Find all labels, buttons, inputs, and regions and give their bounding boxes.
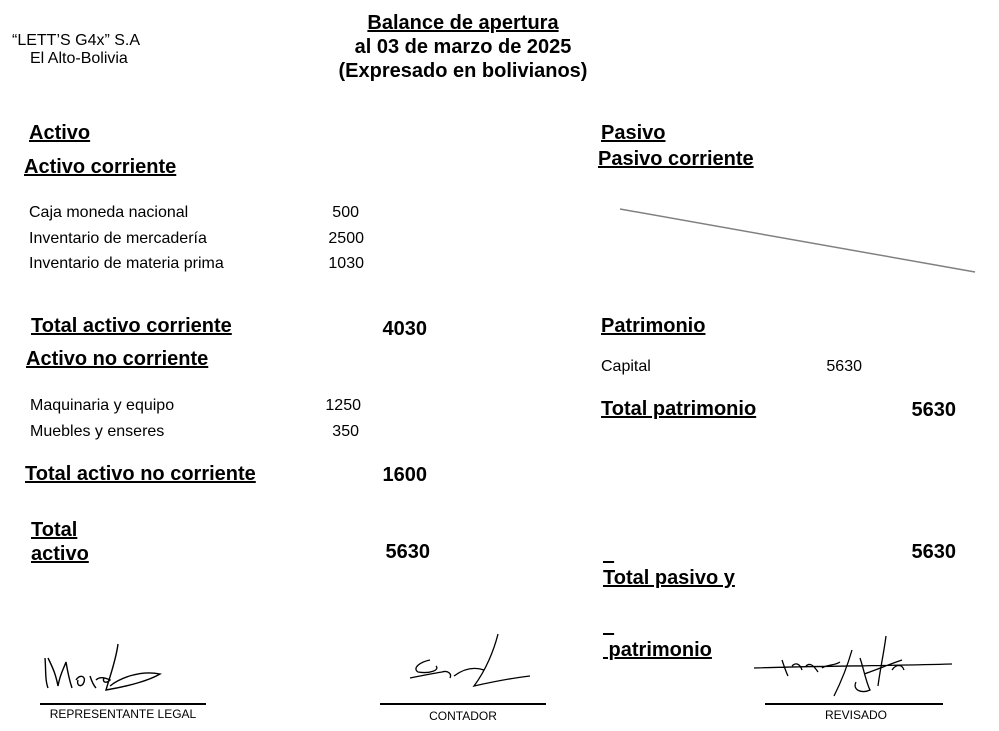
company-name: “LETT’S G4x” S.A xyxy=(12,32,141,49)
title-line-3: (Expresado en bolivianos) xyxy=(338,60,588,82)
item-value-muebles: 350 xyxy=(332,423,359,440)
total-activo-label-line-1: Total xyxy=(31,519,78,541)
activo-heading: Activo xyxy=(29,122,91,144)
item-label-inv-mercaderia: Inventario de mercadería xyxy=(29,230,207,247)
company-city: El Alto-Bolivia xyxy=(30,50,128,67)
total-patrimonio-value: 5630 xyxy=(911,399,956,421)
signature-line-contador xyxy=(380,703,546,705)
total-pasivo-patrimonio-label-line-1: Total pasivo y xyxy=(603,567,735,589)
item-value-capital: 5630 xyxy=(826,358,862,375)
title-line-2: al 03 de marzo de 2025 xyxy=(354,36,572,58)
total-patrimonio-label: Total patrimonio xyxy=(601,398,757,420)
item-label-maquinaria: Maquinaria y equipo xyxy=(30,397,175,414)
item-value-caja: 500 xyxy=(332,204,359,221)
activo-corriente-heading: Activo corriente xyxy=(24,156,177,178)
item-value-maquinaria: 1250 xyxy=(325,397,361,414)
signature-label-representante: REPRESENTANTE LEGAL xyxy=(49,707,197,721)
item-label-inv-materia: Inventario de materia prima xyxy=(29,255,224,272)
activo-no-corriente-heading: Activo no corriente xyxy=(26,348,209,370)
signature-label-revisado: REVISADO xyxy=(824,708,887,722)
signature-revisado xyxy=(752,630,962,705)
total-activo-value: 5630 xyxy=(385,541,430,563)
pasivo-heading: Pasivo xyxy=(601,122,666,144)
item-label-muebles: Muebles y enseres xyxy=(30,423,165,440)
item-label-capital: Capital xyxy=(601,358,651,375)
pasivo-corriente-heading: Pasivo corriente xyxy=(598,148,754,170)
total-activo-no-corriente-value: 1600 xyxy=(382,464,427,486)
item-value-inv-mercaderia: 2500 xyxy=(328,230,364,247)
total-activo-label-line-2: activo xyxy=(31,543,89,565)
item-label-caja: Caja moneda nacional xyxy=(29,204,189,221)
title-line-1: Balance de apertura xyxy=(367,12,559,34)
total-activo-corriente-value: 4030 xyxy=(382,318,427,340)
signature-representante-legal xyxy=(40,640,170,700)
signature-contador xyxy=(400,630,540,700)
signature-label-contador: CONTADOR xyxy=(429,709,497,723)
total-pasivo-patrimonio-label-line-2: patrimonio xyxy=(603,639,712,661)
total-pasivo-patrimonio-label xyxy=(603,518,735,686)
signature-line-revisado xyxy=(765,703,943,705)
patrimonio-heading: Patrimonio xyxy=(601,315,706,337)
signature-line-representante xyxy=(40,703,206,705)
item-value-inv-materia: 1030 xyxy=(328,255,364,272)
total-activo-no-corriente-label: Total activo no corriente xyxy=(25,463,256,485)
total-pasivo-patrimonio-value: 5630 xyxy=(911,541,956,563)
total-activo-corriente-label: Total activo corriente xyxy=(31,315,232,337)
